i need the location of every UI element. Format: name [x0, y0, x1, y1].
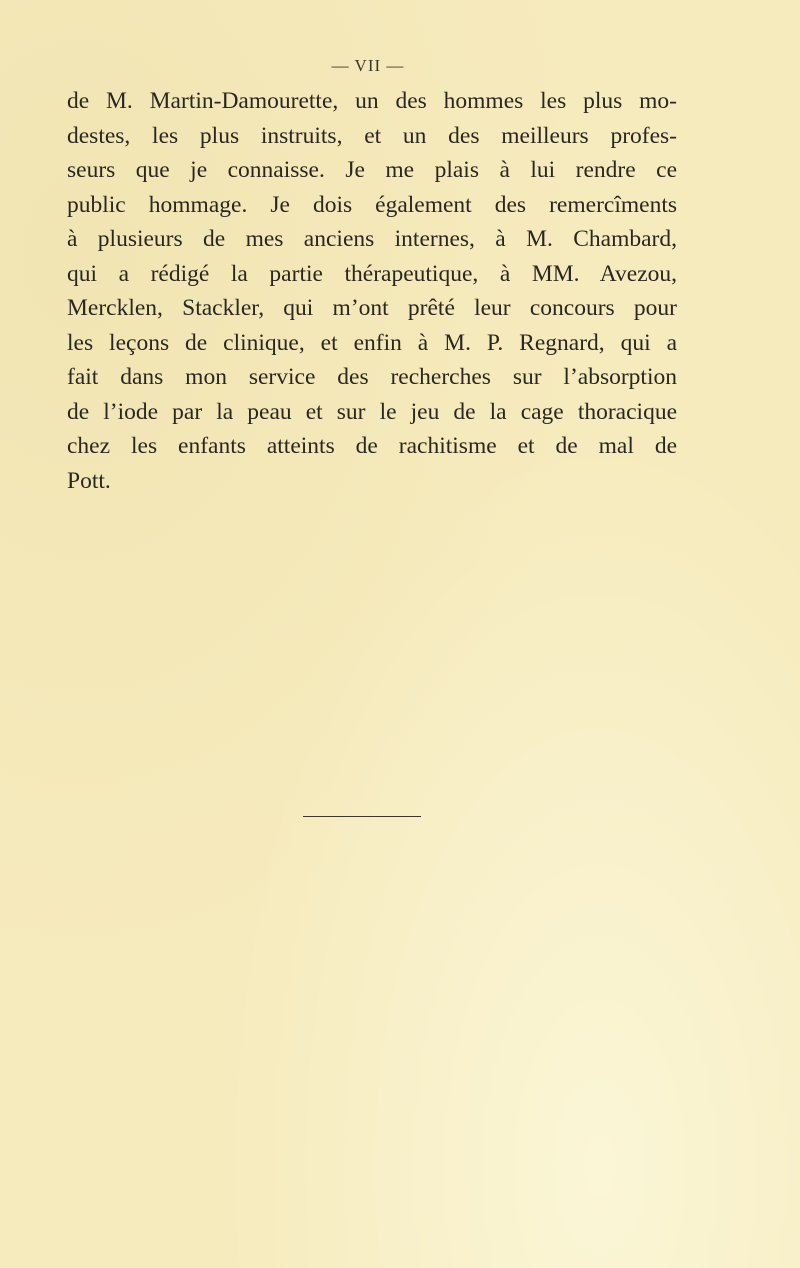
text-line: de M. Martin-Damourette, un des hommes les plus mo- — [67, 88, 677, 114]
text-line: seurs que je connaisse. Je me plais à lui rendre ce — [67, 157, 677, 183]
page-number-header: — VII — — [331, 56, 405, 75]
text-line: qui a rédigé la partie thérapeutique, à MM. Avezou, — [67, 260, 677, 287]
text-line: à plusieurs de mes anciens internes, à M. Chambard, — [67, 226, 677, 252]
text-line: chez les enfants atteints de rachitisme et de mal de — [67, 433, 677, 459]
text-line: Pott. — [67, 467, 111, 494]
text-line: de l’iode par la peau et sur le jeu de la cage thoracique — [67, 398, 677, 425]
end-rule-divider — [303, 816, 421, 817]
text-line: fait dans mon service des recherches sur l’absorption — [67, 364, 677, 390]
text-line: les leçons de clinique, et enfin à M. P. Regnard, qui a — [67, 329, 677, 356]
text-line: destes, les plus instruits, et un des meilleurs profes- — [67, 122, 677, 149]
body-paragraph — [67, 84, 677, 498]
text-line: public hommage. Je dois également des remercîments — [67, 191, 677, 218]
text-line: Mercklen, Stackler, qui m’ont prêté leur concours pour — [67, 295, 677, 321]
